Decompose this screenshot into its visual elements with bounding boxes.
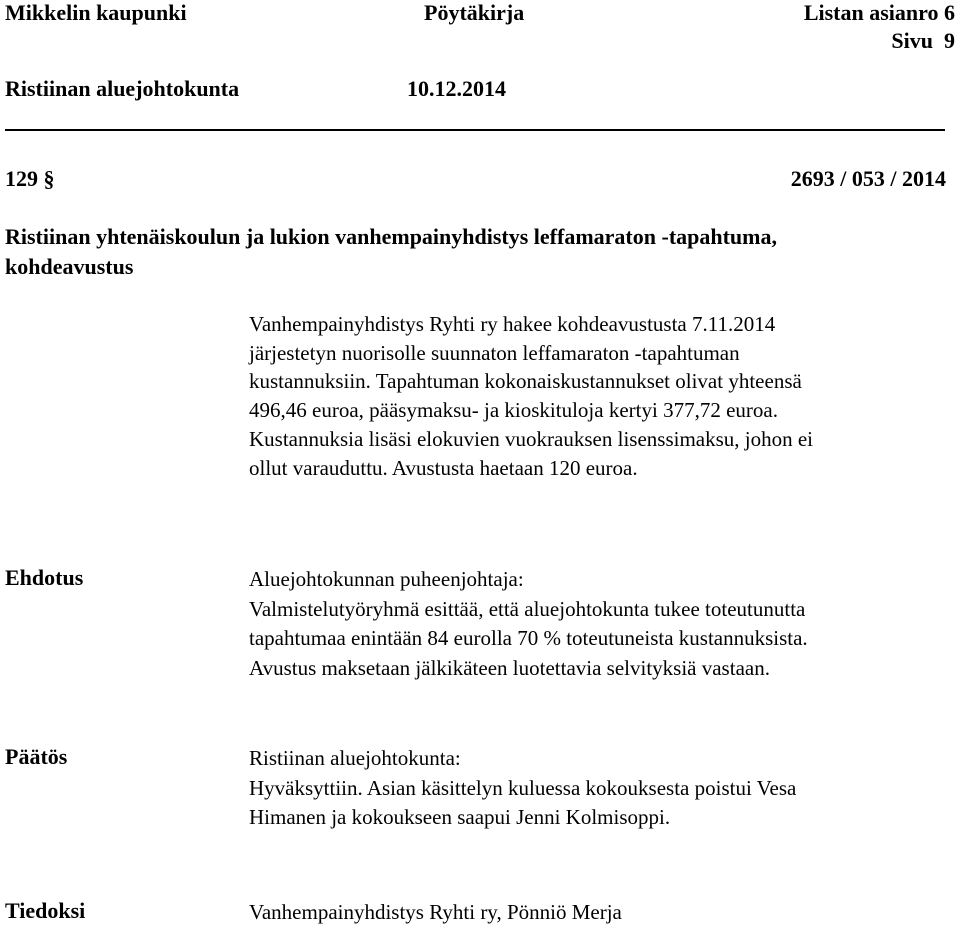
city-name: Mikkelin kaupunki [5,0,187,25]
description-line: Vanhempainyhdistys Ryhti ry hakee kohdeavustusta 7.11.2014 [249,312,776,336]
proposal-label: Ehdotus [5,565,84,590]
decision-line: Ristiinan aluejohtokunta: [249,746,461,770]
section-number: 129 § [5,166,55,191]
case-description [249,310,939,482]
document-type: Pöytäkirja [424,0,525,25]
description-line: Kustannuksia lisäsi elokuvien vuokrauksen lisenssimaksu, johon ei [249,426,814,451]
item-number: Listan asianro 6 [803,0,955,25]
decision-text [249,744,939,833]
description-line: 496,46 euroa, pääsymaksu- ja kioskituloja kertyi 377,72 euroa. [249,398,778,423]
proposal-line: Valmistelutyöryhmä esittää, että aluejohtokunta tukee toteutunutta [249,596,806,621]
case-title-line-1: Ristiinan yhtenäiskoulun ja lukion vanhempainyhdistys leffamaraton -tapahtuma, [5,224,777,249]
proposal-line: Aluejohtokunnan puheenjohtaja: [249,567,524,591]
committee-name: Ristiinan aluejohtokunta [5,76,240,101]
description-line: järjestetyn nuorisolle suunnaton leffamaraton -tapahtuman [249,340,740,365]
case-reference: 2693 / 053 / 2014 [790,166,946,191]
page-number: Sivu 9 [891,28,955,53]
proposal-line: tapahtumaa enintään 84 eurolla 70 % toteutuneista kustannuksista. [249,626,808,650]
description-line: ollut varauduttu. Avustusta haetaan 120 euroa. [249,455,638,480]
decision-label: Päätös [5,744,68,769]
proposal-line: Avustus maksetaan jälkikäteen luotettavia selvityksiä vastaan. [249,655,770,680]
header-divider [5,129,945,131]
decision-line: Hyväksyttiin. Asian käsittelyn kuluessa kokouksesta poistui Vesa [249,775,797,800]
case-title-line-2: kohdeavustus [5,254,134,279]
notice-recipient: Vanhempainyhdistys Ryhti ry, Pönniö Merja [249,900,622,924]
description-line: kustannuksiin. Tapahtuman kokonaiskustannukset olivat yhteensä [249,369,802,394]
decision-line: Himanen ja kokoukseen saapui Jenni Kolmisoppi. [249,805,671,829]
proposal-text [249,565,939,683]
notice-label: Tiedoksi [5,898,86,923]
meeting-date: 10.12.2014 [407,76,506,101]
